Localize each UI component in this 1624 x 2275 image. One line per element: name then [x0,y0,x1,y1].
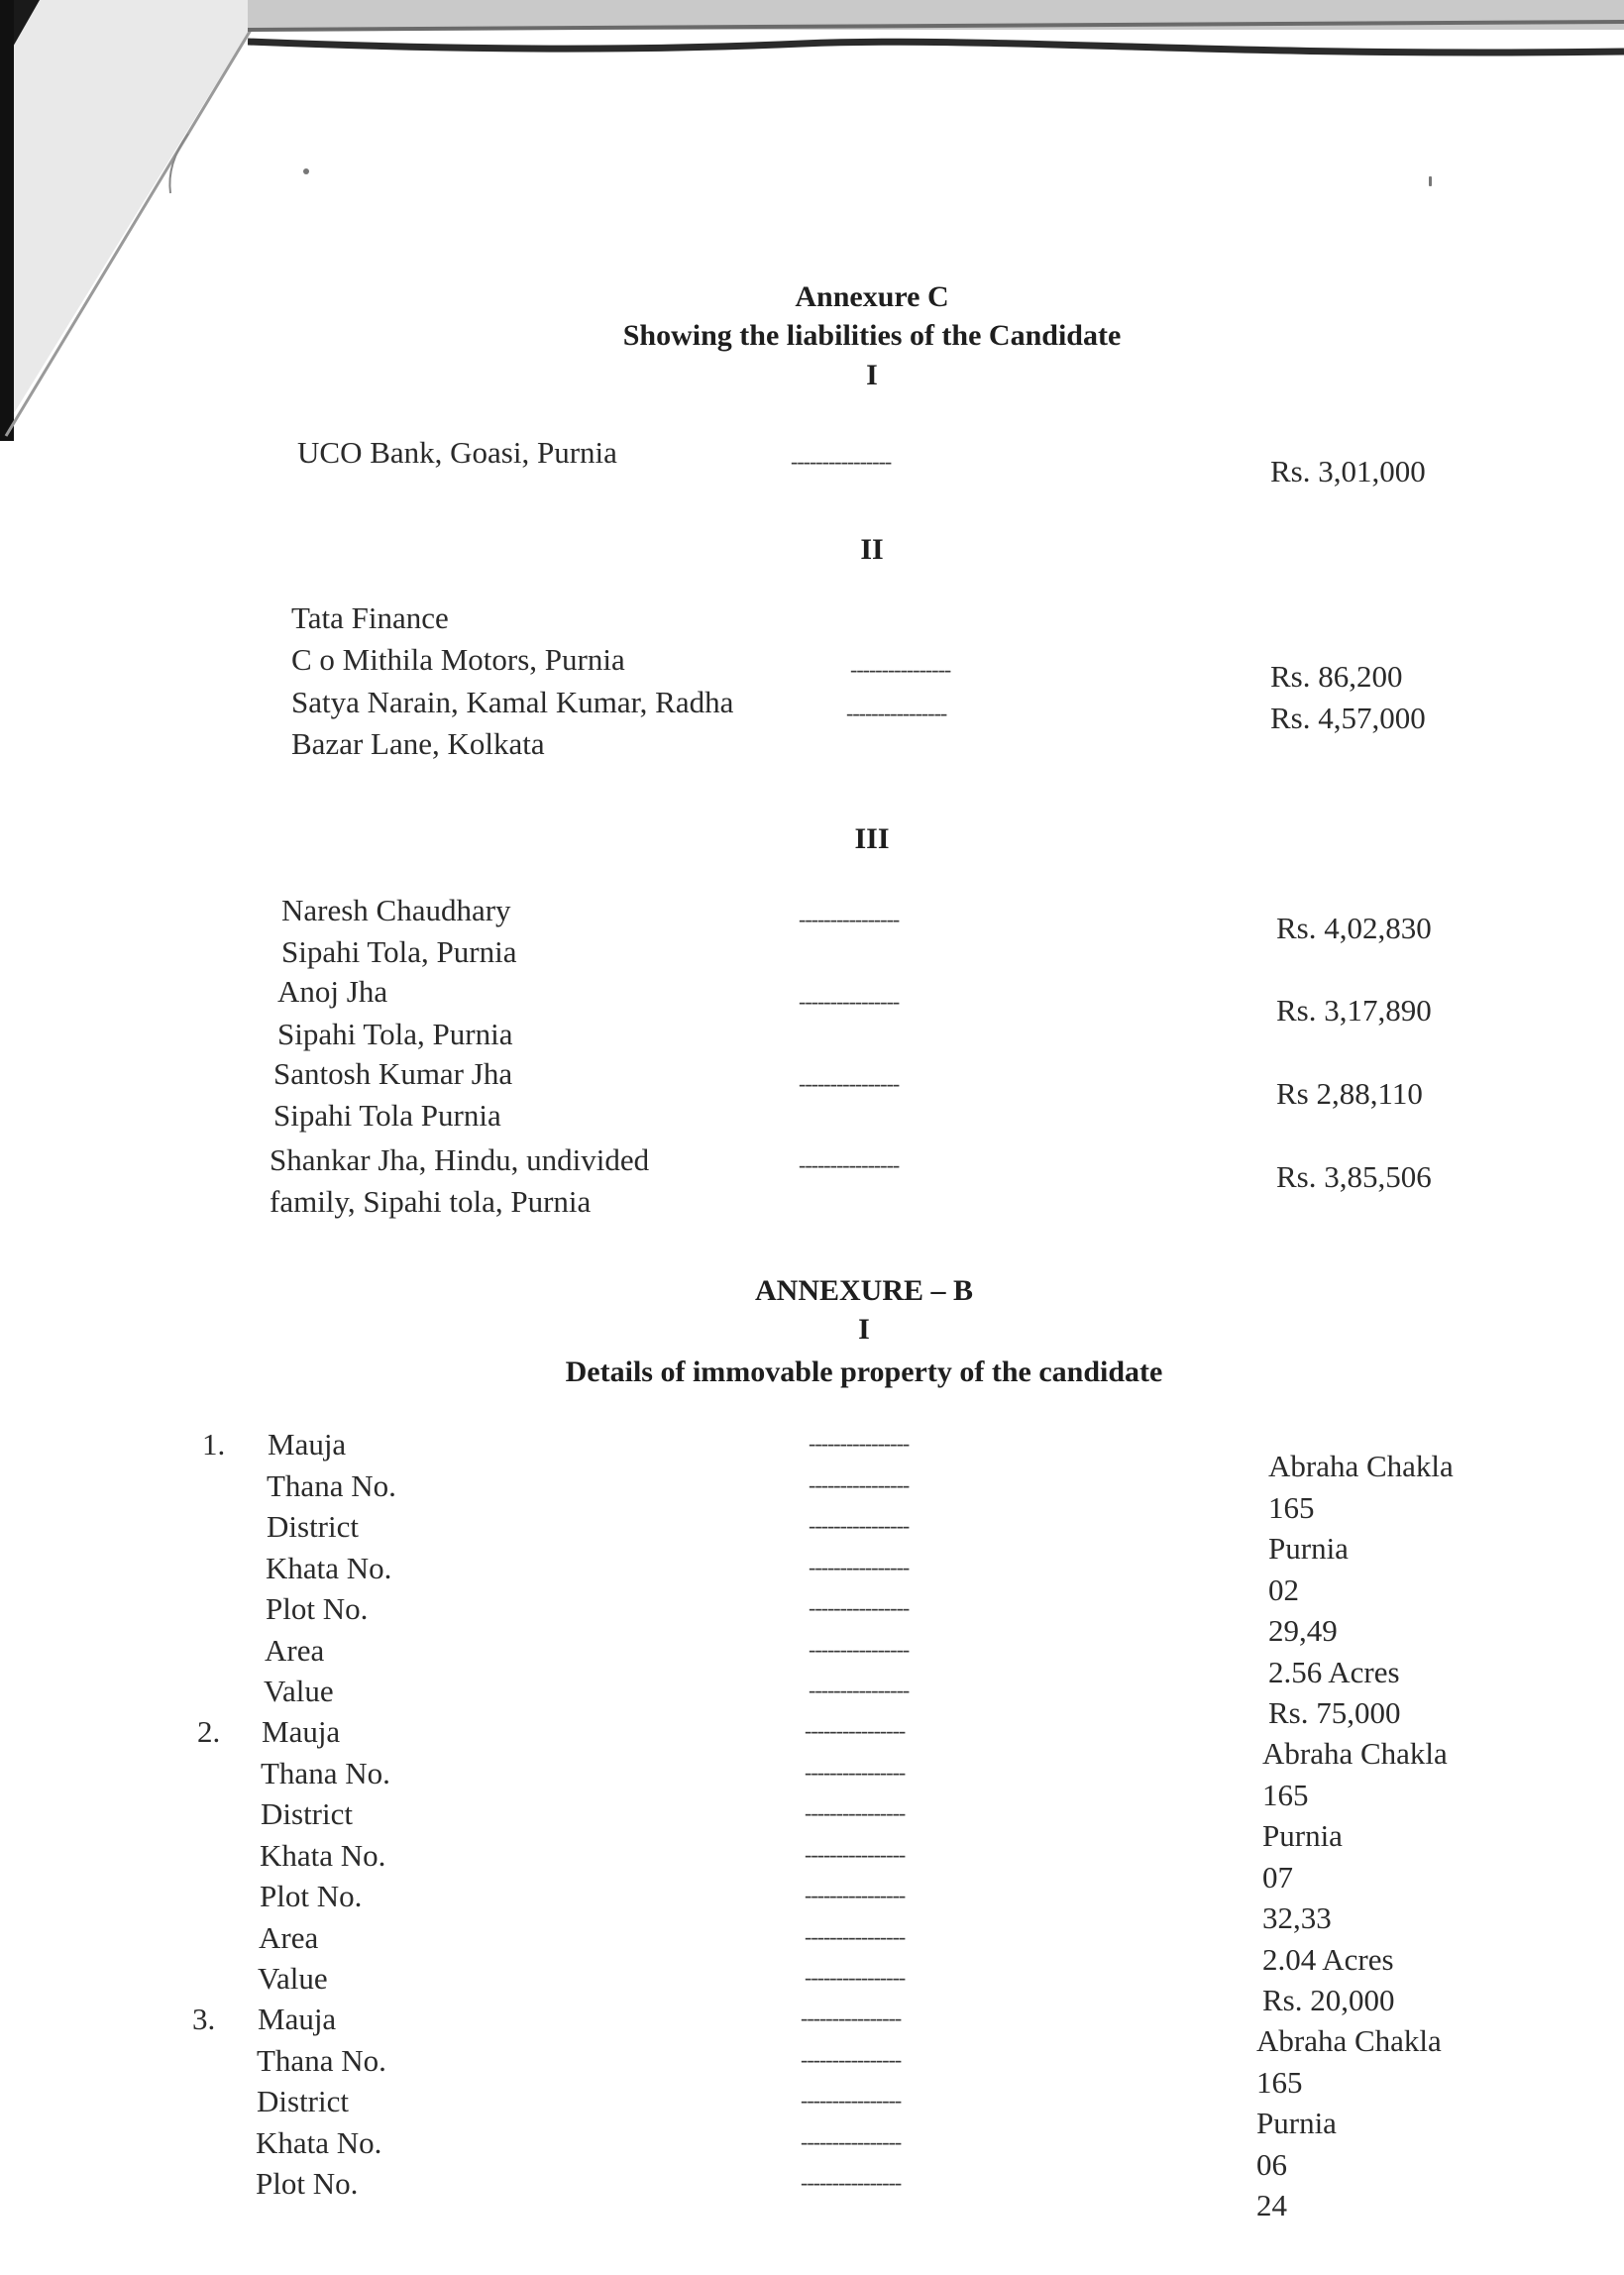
leader-dashes: ---------------- [805,1924,906,1949]
liability-amount: Rs. 4,02,830 [1276,911,1432,945]
property-field-value: Purnia [1256,2106,1337,2140]
creditor-name-line: UCO Bank, Goasi, Purnia [297,435,617,470]
liability-amount: Rs. 3,85,506 [1276,1159,1432,1194]
property-field-label: Khata No. [266,1551,392,1585]
property-field-label: District [257,2084,349,2118]
property-field-value: 165 [1268,1490,1315,1525]
property-number: 1. [202,1427,226,1462]
leader-dashes: ---------------- [809,1431,910,1456]
creditor-name-line: family, Sipahi tola, Purnia [270,1184,592,1219]
property-field-value: 165 [1256,2065,1303,2100]
leader-dashes: ---------------- [799,1152,900,1177]
leader-dashes: ---------------- [805,1965,906,1990]
property-field-label: Mauja [258,2002,337,2036]
annexure-c-subtitle: Showing the liabilities of the Candidate [622,319,1122,352]
property-field-label: Plot No. [266,1591,369,1626]
creditor-name-line: C o Mithila Motors, Purnia [291,642,625,677]
creditor-name-line: Satya Narain, Kamal Kumar, Radha [291,685,734,719]
creditor-name-line: Sipahi Tola, Purnia [281,934,517,969]
liability-amount: Rs. 4,57,000 [1270,701,1426,735]
leader-dashes: ---------------- [791,449,892,474]
leader-dashes: ---------------- [801,2088,902,2112]
property-field-label: Value [264,1674,334,1708]
leader-dashes: ---------------- [850,657,951,682]
leader-dashes: ---------------- [805,1760,906,1785]
property-field-value: 24 [1256,2188,1287,2222]
property-field-label: District [267,1509,359,1544]
liability-amount: Rs. 86,200 [1270,659,1403,694]
leader-dashes: ---------------- [846,701,947,725]
property-field-value: Rs. 75,000 [1268,1695,1401,1730]
leader-dashes: ---------------- [801,2047,902,2072]
property-field-value: Abraha Chakla [1256,2023,1442,2058]
property-field-value: Purnia [1268,1531,1349,1566]
leader-dashes: ---------------- [809,1678,910,1702]
property-field-value: 2.56 Acres [1268,1655,1400,1689]
property-number: 2. [197,1714,221,1749]
property-field-label: Value [258,1961,328,1996]
property-field-label: Thana No. [257,2043,386,2078]
leader-dashes: ---------------- [801,2129,902,2154]
property-field-value: 02 [1268,1572,1299,1607]
leader-dashes: ---------------- [799,1071,900,1096]
property-field-value: Abraha Chakla [1262,1736,1448,1771]
leader-dashes: ---------------- [799,907,900,931]
property-field-value: 06 [1256,2147,1287,2182]
creditor-name-line: Sipahi Tola Purnia [273,1098,501,1133]
property-field-label: Plot No. [260,1879,363,1913]
property-field-label: Thana No. [267,1468,396,1503]
creditor-name-line: Bazar Lane, Kolkata [291,726,545,761]
leader-dashes: ---------------- [799,989,900,1014]
annexure-b-subtitle: Details of immovable property of the candidate [565,1355,1163,1388]
leader-dashes: ---------------- [801,2005,902,2030]
leader-dashes: ---------------- [805,1842,906,1867]
creditor-name-line: Anoj Jha [277,974,388,1009]
leader-dashes: ---------------- [801,2170,902,2195]
property-field-label: Thana No. [261,1756,390,1790]
property-field-value: Rs. 20,000 [1262,1983,1395,2017]
liability-amount: Rs. 3,17,890 [1276,993,1432,1028]
leader-dashes: ---------------- [805,1800,906,1825]
creditor-name-line: Shankar Jha, Hindu, undivided [270,1142,650,1177]
property-field-value: 32,33 [1262,1900,1332,1935]
annexure-b-title: ANNEXURE – B [754,1274,974,1307]
creditor-name-line: Naresh Chaudhary [281,893,511,927]
top-binding-strip [248,0,1624,69]
section-numeral: I [866,359,878,391]
leader-dashes: ---------------- [805,1718,906,1743]
section-numeral: II [860,533,884,566]
property-field-label: Mauja [262,1714,341,1749]
creditor-name-line: Santosh Kumar Jha [273,1056,513,1091]
property-field-value: 29,49 [1268,1613,1338,1648]
leader-dashes: ---------------- [809,1513,910,1538]
property-field-label: District [261,1796,353,1831]
annexure-b-numeral: I [858,1313,870,1346]
property-field-value: 2.04 Acres [1262,1942,1394,1977]
creditor-name-line: Sipahi Tola, Purnia [277,1017,513,1051]
leader-dashes: ---------------- [809,1637,910,1662]
property-field-value: Purnia [1262,1818,1343,1853]
property-field-value: 165 [1262,1778,1309,1812]
creditor-name-line: Tata Finance [291,600,449,635]
leader-dashes: ---------------- [809,1595,910,1620]
scan-speck [303,168,309,174]
property-field-value: Abraha Chakla [1268,1449,1454,1483]
leader-dashes: ---------------- [809,1555,910,1579]
property-field-value: 07 [1262,1860,1293,1895]
property-field-label: Plot No. [256,2166,359,2201]
annexure-c-title: Annexure C [795,280,949,313]
scan-speck [1429,176,1432,186]
leader-dashes: ---------------- [809,1472,910,1497]
property-number: 3. [192,2002,216,2036]
liability-amount: Rs 2,88,110 [1276,1076,1423,1111]
liability-amount: Rs. 3,01,000 [1270,454,1426,488]
property-field-label: Area [265,1633,325,1668]
property-field-label: Khata No. [260,1838,386,1873]
property-field-label: Area [259,1920,319,1955]
property-field-label: Khata No. [256,2125,382,2160]
section-numeral: III [854,822,890,855]
property-field-label: Mauja [268,1427,347,1462]
leader-dashes: ---------------- [805,1883,906,1907]
